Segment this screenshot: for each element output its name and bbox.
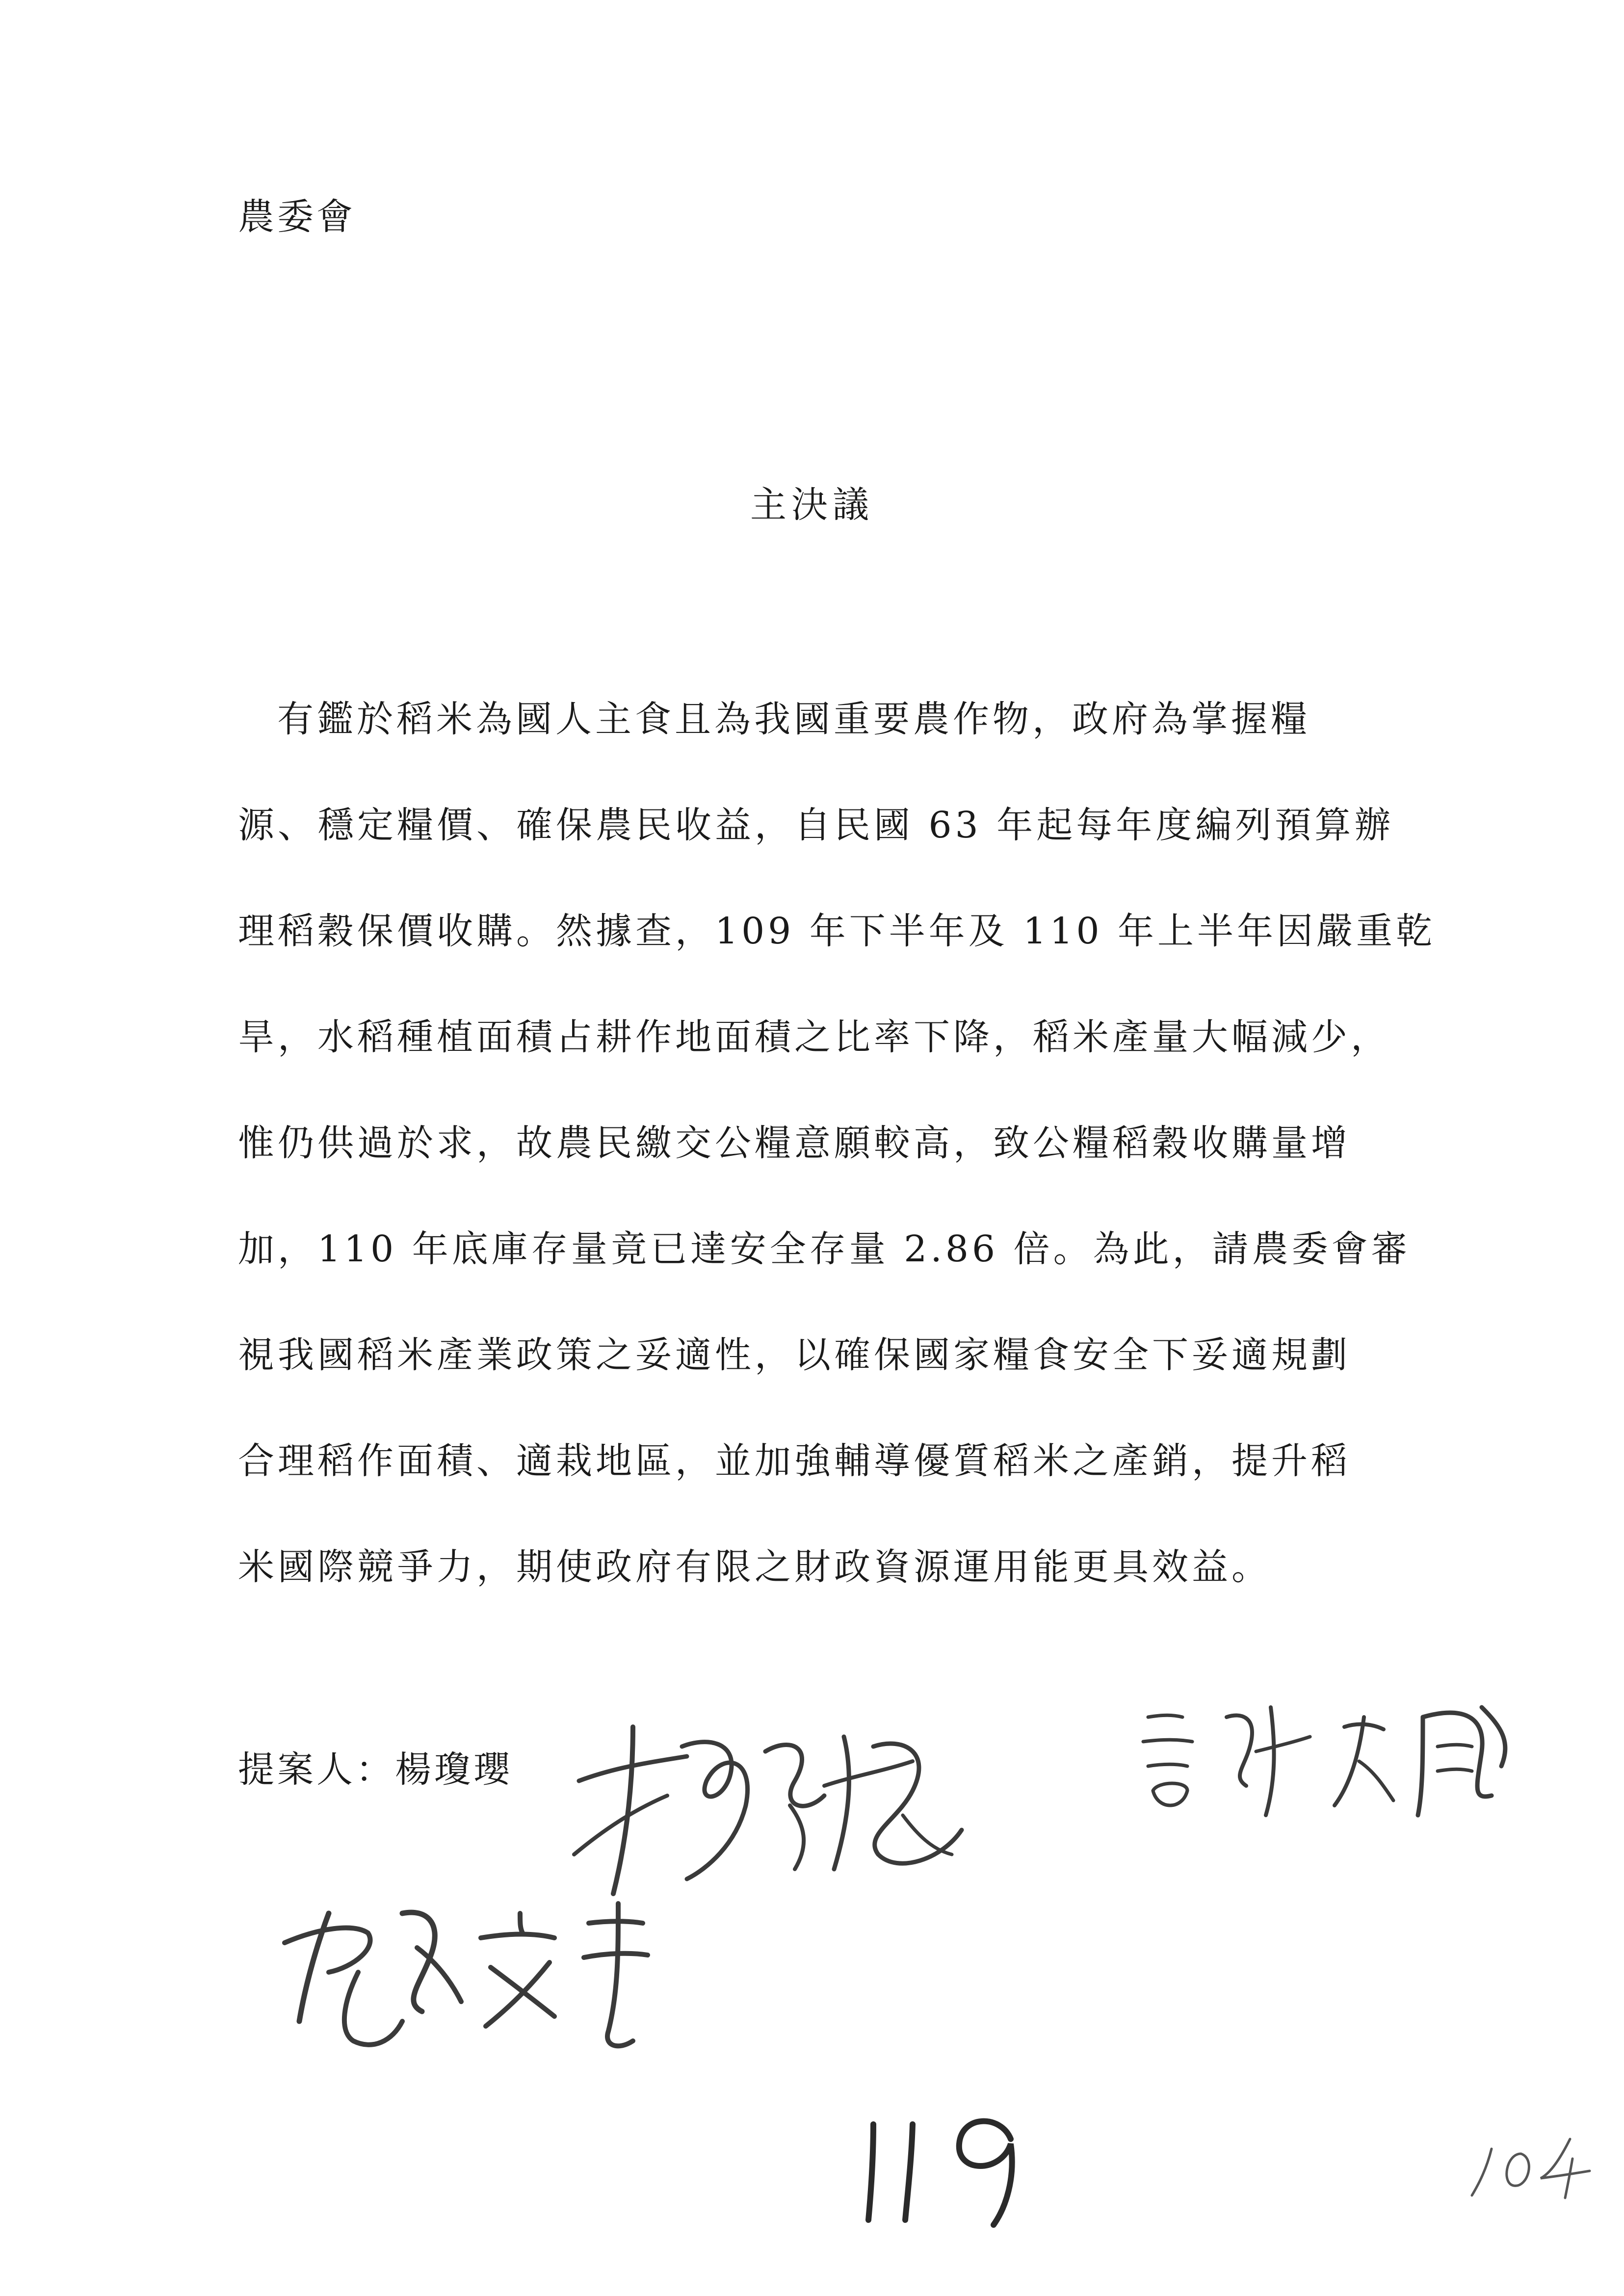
- handwritten-small-number: [1462, 2129, 1599, 2205]
- handwritten-signature: [1128, 1688, 1521, 1835]
- resolution-paragraph: [238, 666, 1436, 1620]
- paragraph-line: 合理稻作面積、適栽地區，並加強輔導優質稻米之產銷，提升稻: [238, 1440, 1351, 1482]
- paragraph-line: 加，110 年底庫存量竟已達安全存量 2.86 倍。為此，請農委會審: [238, 1228, 1411, 1270]
- paragraph-line: 有鑑於稻米為國人主食且為我國重要農作物，政府為掌握糧: [277, 698, 1310, 740]
- handwritten-signature: [255, 1884, 677, 2061]
- handwritten-page-number: [854, 2105, 1040, 2234]
- paragraph-line: 旱，水稻種植面積占耕作地面積之比率下降，稻米產量大幅減少，: [238, 1016, 1390, 1058]
- paragraph-line: 米國際競爭力，期使政府有限之財政資源運用能更具效益。: [238, 1546, 1271, 1588]
- proposer-line: 提案人：楊瓊瓔: [238, 1748, 513, 1791]
- document-title: 主決議: [750, 484, 874, 526]
- handwritten-signature: [559, 1707, 981, 1913]
- paragraph-line: 惟仍供過於求，故農民繳交公糧意願較高，致公糧稻穀收購量增: [238, 1122, 1351, 1164]
- committee-name: 農委會: [238, 196, 356, 238]
- paragraph-line: 理稻穀保價收購。然據查，109 年下半年及 110 年上半年因嚴重乾: [238, 910, 1436, 952]
- paragraph-line: 源、穩定糧價、確保農民收益，自民國 63 年起每年度編列預算辦: [238, 804, 1394, 846]
- paragraph-line: 視我國稻米產業政策之妥適性，以確保國家糧食安全下妥適規劃: [238, 1334, 1351, 1376]
